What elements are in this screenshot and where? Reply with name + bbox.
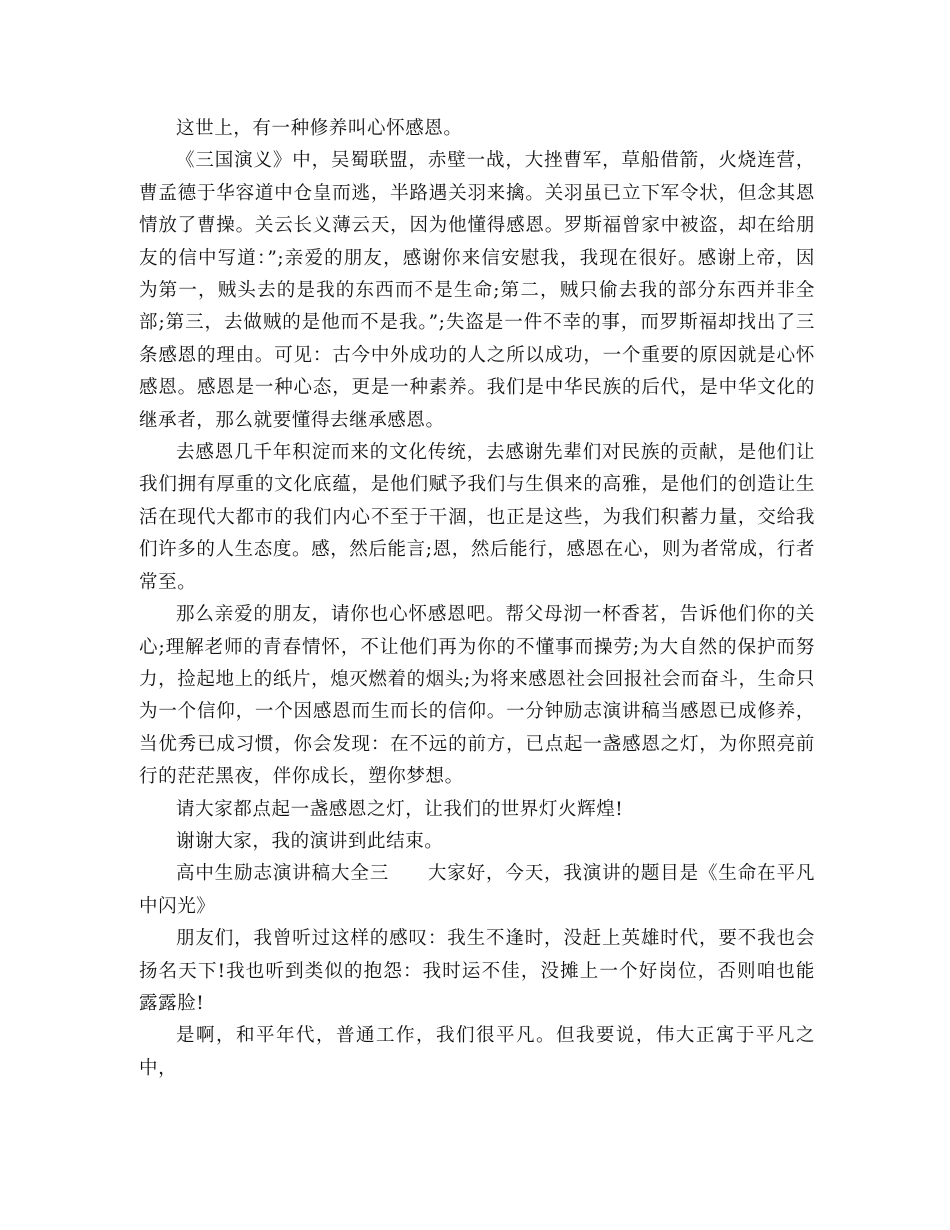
paragraph-7: 高中生励志演讲稿大全三 大家好，今天，我演讲的题目是《生命在平凡中闪光》 (139, 863, 815, 917)
document-body (139, 113, 815, 1085)
paragraph-5: 请大家都点起一盏感恩之灯，让我们的世界灯火辉煌! (176, 798, 624, 820)
paragraph-1: 这世上，有一种修养叫心怀感恩。 (176, 118, 463, 139)
paragraph-8: 朋友们，我曾听过这样的感叹：我生不逢时，没赶上英雄时代，要不我也会扬名天下!我也听到类似的抱怨：我时运不佳，没摊上一个好岗位，否则咱也能露露脸! (139, 928, 815, 1014)
paragraph-2: 《三国演义》中，吴蜀联盟，赤壁一战，大挫曹军，草船借箭，火烧连营，曹孟德于华容道中仓皇而逃，半路遇关羽来擒。关羽虽已立下军令状，但念其恩情放了曹操。关云长义薄云天，因为他懂得感恩。罗斯福曾家中被盗，却在给朋友的信中写道：”;亲爱的朋友，感谢你来信安慰我，我现在很好。感谢上帝，因为第一，贼头去的是我的东西而不是生命;第二，贼只偷去我的部分东西并非全部;第三，去做贼的是他而不是我。”;失盗是一件不幸的事，而罗斯福却找出了三条感恩的理由。可见：古今中外成功的人之所以成功，一个重要的原因就是心怀感恩。感恩是一种心态，更是一种素养。我们是中华民族的后代，是中华文化的继承者，那么就要懂得去继承感恩。 (139, 150, 815, 431)
paragraph-3: 去感恩几千年积淀而来的文化传统，去感谢先辈们对民族的贡献，是他们让我们拥有厚重的文化底蕴，是他们赋予我们与生俱来的高雅，是他们的创造让生活在现代大都市的我们内心不至于干涸，也正是这些，为我们积蓄力量，交给我们许多的人生态度。感，然后能言;恩，然后能行，感恩在心，则为者常成，行者常至。 (139, 442, 815, 593)
paragraph-4: 那么亲爱的朋友，请你也心怀感恩吧。帮父母沏一杯香茗，告诉他们你的关心;理解老师的青春情怀，不让他们再为你的不懂事而操劳;为大自然的保护而努力，捡起地上的纸片，熄灭燃着的烟头;为将来感恩社会回报社会而奋斗，生命只为一个信仰，一个因感恩而生而长的信仰。一分钟励志演讲稿当感恩已成修养，当优秀已成习惯，你会发现：在不远的前方，已点起一盏感恩之灯，为你照亮前行的茫茫黑夜，伴你成长，塑你梦想。 (139, 604, 815, 788)
paragraph-9: 是啊，和平年代，普通工作，我们很平凡。但我要说，伟大正寓于平凡之中， (139, 1025, 815, 1079)
paragraph-6: 谢谢大家，我的演讲到此结束。 (176, 830, 444, 852)
